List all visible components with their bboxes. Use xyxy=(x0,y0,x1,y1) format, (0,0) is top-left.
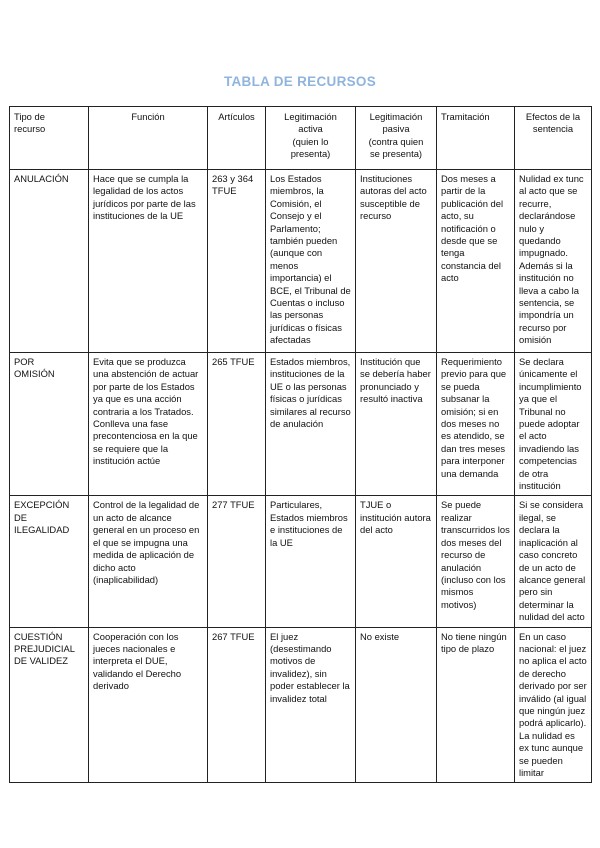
cell-articulos: 267 TFUE xyxy=(208,627,266,783)
cell-activa: Los Estados miembros, la Comisión, el Consejo y el Parlamento; también pueden (aunque con menos importancia) el BCE, el Tribunal de Cuentas o incluso las personas jurídicas o físicas afectadas xyxy=(266,170,356,353)
cell-funcion: Evita que se produzca una abstención de actuar por parte de los Estados ya que es una acción contraria a los Tratados. Conlleva una fase precontenciosa en la que se requiere que la institución actúe xyxy=(89,353,208,496)
recursos-table xyxy=(9,106,592,783)
cell-tipo: ANULACIÓN xyxy=(10,170,89,353)
cell-tramitacion: No tiene ningún tipo de plazo xyxy=(437,627,515,783)
header-funcion: Función xyxy=(89,107,208,170)
cell-efectos: Si se considera ilegal, se declara la inaplicación al caso concreto de un acto de alcance general pero sin determinar la nulidad del acto xyxy=(515,496,592,627)
cell-tramitacion: Requerimiento previo para que se pueda subsanar la omisión; si en dos meses no es atendido, se dan tres meses para interponer una demanda xyxy=(437,353,515,496)
cell-funcion: Cooperación con los jueces nacionales e interpreta el DUE, validando el Derecho derivado xyxy=(89,627,208,783)
table-row xyxy=(10,353,592,496)
header-articulos: Artículos xyxy=(208,107,266,170)
cell-articulos: 263 y 364 TFUE xyxy=(208,170,266,353)
header-tipo: Tipo de recurso xyxy=(10,107,89,170)
cell-efectos: Se declara únicamente el incumplimiento ya que el Tribunal no puede adoptar el acto invadiendo las competencias de otra institución xyxy=(515,353,592,496)
header-legitimacion-pasiva: Legitimación pasiva (contra quien se presenta) xyxy=(356,107,437,170)
cell-tipo: CUESTIÓN PREJUDICIAL DE VALIDEZ xyxy=(10,627,89,783)
cell-articulos: 277 TFUE xyxy=(208,496,266,627)
cell-pasiva: Institución que se debería haber pronunciado y resultó inactiva xyxy=(356,353,437,496)
cell-activa: Estados miembros, instituciones de la UE o las personas físicas o jurídicas similares al recurso de anulación xyxy=(266,353,356,496)
cell-tipo: POR OMISIÓN xyxy=(10,353,89,496)
cell-pasiva: No existe xyxy=(356,627,437,783)
header-efectos: Efectos de la sentencia xyxy=(515,107,592,170)
header-tramitacion: Tramitación xyxy=(437,107,515,170)
cell-efectos: En un caso nacional: el juez no aplica el acto de derecho derivado por ser inválido (al igual que ningún juez podrá aplicarlo). La nulidad es ex tunc aunque se pueden limitar xyxy=(515,627,592,783)
cell-efectos: Nulidad ex tunc al acto que se recurre, declarándose nulo y quedando impugnado. Además si la institución no lleva a cabo la sentencia, se impondría un recurso por omisión xyxy=(515,170,592,353)
cell-tramitacion: Se puede realizar transcurridos los dos meses del recurso de anulación (incluso con los mismos motivos) xyxy=(437,496,515,627)
cell-activa: Particulares, Estados miembros e instituciones de la UE xyxy=(266,496,356,627)
table-row xyxy=(10,627,592,783)
page-title: TABLA DE RECURSOS xyxy=(223,74,377,89)
cell-pasiva: Instituciones autoras del acto susceptible de recurso xyxy=(356,170,437,353)
cell-pasiva: TJUE o institución autora del acto xyxy=(356,496,437,627)
table-row xyxy=(10,496,592,627)
cell-activa: El juez (desestimando motivos de invalidez), sin poder establecer la invalidez total xyxy=(266,627,356,783)
header-legitimacion-activa: Legitimación activa (quien lo presenta) xyxy=(266,107,356,170)
cell-tramitacion: Dos meses a partir de la publicación del acto, su notificación o desde que se tenga constancia del acto xyxy=(437,170,515,353)
table-row xyxy=(10,170,592,353)
cell-articulos: 265 TFUE xyxy=(208,353,266,496)
table-header-row xyxy=(10,107,592,170)
cell-funcion: Control de la legalidad de un acto de alcance general en un proceso en el que se impugna una medida de aplicación de dicho acto (inaplicabilidad) xyxy=(89,496,208,627)
cell-funcion: Hace que se cumpla la legalidad de los actos jurídicos por parte de las instituciones de la UE xyxy=(89,170,208,353)
cell-tipo: EXCEPCIÓN DE ILEGALIDAD xyxy=(10,496,89,627)
